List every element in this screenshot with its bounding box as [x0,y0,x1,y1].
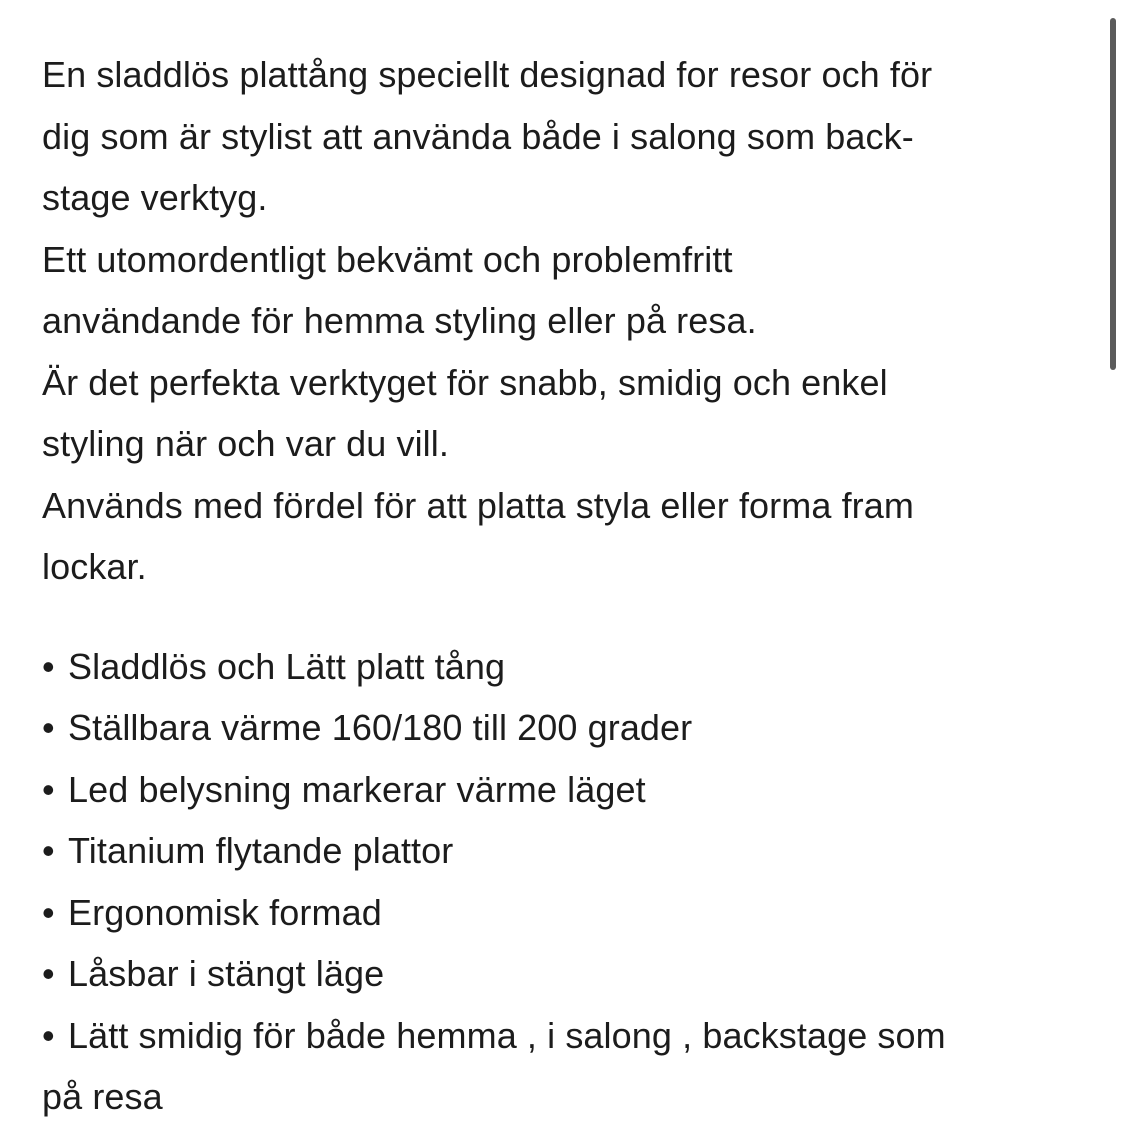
bullet-icon: • [42,645,55,687]
description-paragraph [42,44,1082,598]
feature-text: Titanium flytande plattor [68,830,454,871]
feature-text: Ställbara värme 160/180 till 200 grader [68,707,693,748]
description-line: Är det perfekta verktyget för snabb, smidig och enkel [42,361,888,403]
feature-item [42,882,1082,944]
paragraph-spacer [42,598,1082,636]
bullet-icon: • [42,830,55,871]
feature-item [42,943,1082,1005]
feature-text: Låsbar i stängt läge [68,953,385,994]
feature-list [42,636,1082,1128]
bullet-icon: • [42,891,55,933]
feature-text: Lätt smidig för både hemma , i salong , backstage som [68,1014,946,1056]
bullet-icon: • [42,1014,55,1056]
description-line: användande för hemma styling eller på resa. [42,300,757,341]
description-line: dig som är stylist att använda både i salong som back- [42,115,914,157]
feature-item [42,820,1082,882]
scrollbar-thumb[interactable] [1110,18,1116,370]
feature-text: Led belysning markerar värme läget [68,768,646,810]
description-line: En sladdlös plattång speciellt designad for resor och för [42,54,933,95]
description-line: Används med fördel för att platta styla eller forma fram [42,484,914,526]
bullet-icon: • [42,768,55,810]
feature-item-continuation: på resa [42,1076,163,1117]
bullet-icon: • [42,953,55,994]
product-description [42,44,1082,1128]
feature-item [42,697,1082,759]
feature-item [42,759,1082,821]
description-line: Ett utomordentligt bekvämt och problemfritt [42,238,733,280]
feature-text: Ergonomisk formad [68,891,382,933]
feature-item [42,636,1082,698]
description-line: stage verktyg. [42,177,268,218]
bullet-icon: • [42,707,55,748]
feature-item [42,1005,1082,1067]
feature-text: Sladdlös och Lätt platt tång [68,645,506,687]
description-line: styling när och var du vill. [42,423,449,464]
description-line: lockar. [42,546,147,587]
